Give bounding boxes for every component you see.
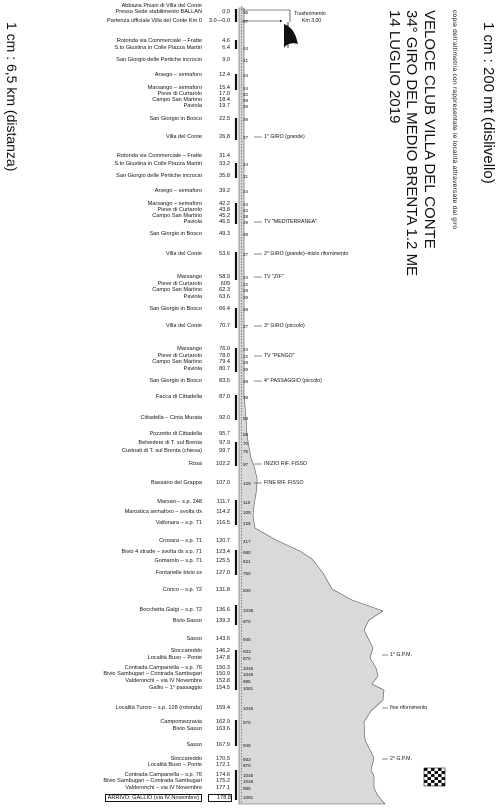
distance-scale: 1 cm : 6,5 km (distanza): [4, 22, 20, 172]
stage-altitude: 621: [243, 558, 251, 564]
stage-altitude: 27: [243, 251, 249, 257]
stage-place: Sasso: [186, 636, 202, 642]
stage-altitude: 417: [243, 538, 251, 544]
stage-km: 95.7: [219, 431, 230, 437]
stage-altitude: 97: [243, 461, 249, 467]
stage-km: 19.7: [219, 103, 230, 109]
stage-place: Rotonda via Commerciale – Fratte: [116, 153, 202, 159]
route-annotation: 2° GIRO (grande)–inizio rifornimento: [264, 251, 349, 257]
stage-place: Villa del Conte: [166, 323, 202, 329]
stage-km: 4.6: [222, 38, 230, 44]
stage-altitude: 24: [243, 161, 249, 167]
stage-km: 150.3: [216, 665, 230, 671]
stage-place: Paviola: [183, 294, 202, 300]
route-annotation: FINE RIF. FISSO: [264, 480, 304, 486]
stage-place: Crosara – s.p. 71: [159, 538, 202, 544]
stage-place: San Giorgio in Bosco: [149, 116, 202, 122]
stage-altitude: 24: [243, 85, 249, 91]
stage-place: San Giorgio in Bosco: [149, 378, 202, 384]
stage-place: Marsango: [177, 274, 202, 280]
stage-place: Stoccareddo: [170, 648, 202, 654]
stage-km: 33.2: [219, 161, 230, 167]
stage-place: Campomezzavia: [160, 719, 202, 725]
stage-altitude: 29: [243, 231, 249, 237]
stage-place: Villa del Conte: [166, 134, 202, 140]
stage-altitude: 933: [243, 756, 251, 762]
stage-altitude: 1045: [243, 671, 254, 677]
stage-place: Cusinati di T. sul Brenta (chiesa): [121, 448, 202, 454]
stage-altitude: 29: [243, 366, 249, 372]
stage-km: 6.4: [222, 45, 230, 51]
stage-km: 9.0: [222, 57, 230, 63]
stage-altitude: 28: [243, 287, 249, 293]
stage-altitude: 29: [243, 294, 249, 300]
stage-place: Rotonda via Commerciale – Fratte: [116, 38, 202, 44]
stage-place: Pieve di Curtarolo: [157, 207, 202, 213]
stage-km: 111.7: [216, 499, 230, 505]
stage-km: 79.4: [219, 359, 230, 365]
stage-place: Marsango: [177, 346, 202, 352]
route-annotation: INIZIO RIF. FISSO: [264, 461, 307, 467]
stage-altitude: 22: [243, 207, 249, 213]
stage-altitude: 58: [243, 431, 249, 437]
stage-altitude: 70: [243, 440, 249, 446]
stage-km: 175.2: [216, 778, 230, 784]
stage-km: 35.8: [219, 173, 230, 179]
stage-place: Pieve di Curtarolo: [157, 91, 202, 97]
stage-altitude: 1045: [243, 705, 254, 711]
stage-place: Bivio Sambugari – Contrada Sambugari: [103, 778, 202, 784]
stage-km: 42.2: [219, 201, 230, 207]
stage-km: 107.0: [216, 480, 230, 486]
stage-km: 46.5: [219, 219, 230, 225]
stage-place: San Giorgio in Bosco: [149, 231, 202, 237]
stage-altitude: 29: [243, 116, 249, 122]
stage-altitude: 1045: [243, 665, 254, 671]
stage-km: 70.7: [219, 323, 230, 329]
stage-place: Campo San Martino: [152, 97, 202, 103]
stage-km: 31.4: [219, 153, 230, 159]
stage-place: Pieve di Curtarolo: [157, 281, 202, 287]
stage-altitude: 125: [243, 520, 251, 526]
stage-altitude: 105: [243, 509, 251, 515]
stage-altitude: 29: [243, 219, 249, 225]
stage-km: 170.5: [216, 756, 230, 762]
stage-place: Cittadella – Cinta Murata: [140, 415, 202, 421]
stage-place: Bivio Sambugari – Contrada Sambugari: [103, 671, 202, 677]
stage-place: Bivio Sasso: [172, 726, 202, 732]
stage-altitude: 870: [243, 762, 251, 768]
stage-place: Contrada Campanella – s.p. 76: [124, 665, 202, 671]
stage-place: Marostica semaforo – svolta dx: [124, 509, 202, 515]
stage-place: Fontanelle bivio sx: [155, 570, 202, 576]
stage-km: 136.6: [216, 607, 230, 613]
stage-km: 147.8: [216, 655, 230, 661]
route-annotation: 1° G.P.M.: [390, 652, 412, 658]
stage-place: Pieve di Curtarolo: [157, 353, 202, 359]
stage-altitude: 29: [243, 306, 249, 312]
stage-km: 159.4: [216, 705, 230, 711]
stage-place: Località Buso – Ponte: [147, 762, 202, 768]
stage-km: 127.0: [216, 570, 230, 576]
stage-altitude: 27: [243, 134, 249, 140]
stage-km: 15.4: [219, 85, 230, 91]
stage-place: Marsango – semaforo: [147, 201, 202, 207]
stage-altitude: 24: [243, 346, 249, 352]
stage-altitude: 28: [243, 359, 249, 365]
stage-place: Pozzetto di Cittadella: [149, 431, 202, 437]
stage-place: Contrada Campanella – s.p. 76: [124, 772, 202, 778]
start-flag: [284, 22, 298, 48]
stage-altitude: 21: [243, 173, 249, 179]
stage-altitude: 24: [243, 72, 249, 78]
stage-altitude: 58: [243, 415, 249, 421]
stage-km: 125.5: [216, 558, 230, 564]
stage-altitude: 24: [243, 274, 249, 280]
stage-km: 178.8: [208, 794, 232, 802]
stage-km: 114.2: [216, 509, 230, 515]
stage-km: 120.7: [216, 538, 230, 544]
stage-altitude: 945: [243, 636, 251, 642]
stage-place: Arsego – semaforo: [154, 188, 202, 194]
finish-flag: [424, 768, 445, 786]
stage-altitude: 27: [243, 18, 249, 24]
stage-altitude: 830: [243, 587, 251, 593]
race-title: 34° GIRO DEL MEDIO BRENTA 1.2 ME: [403, 10, 420, 277]
stage-altitude: 24: [243, 45, 249, 51]
copy-note: copia dell'altimetria con rappresentate le località attraversate dal giro: [451, 10, 458, 230]
route-annotation: fine rifornimento: [390, 705, 428, 711]
stage-km: 177.1: [216, 785, 230, 791]
stage-km: 163.6: [216, 726, 230, 732]
stage-altitude: 933: [243, 648, 251, 654]
stage-place: Paviola: [183, 103, 202, 109]
stage-place: Marsango – semaforo: [147, 85, 202, 91]
stage-altitude: 39: [243, 394, 249, 400]
stage-km: 116.5: [216, 520, 230, 526]
stage-place: Sasso: [186, 742, 202, 748]
stage-km: 43.8: [219, 207, 230, 213]
stage-km: 152.8: [216, 678, 230, 684]
stage-place: Marsan – s.p. 248: [157, 499, 202, 505]
stage-km: 45.2: [219, 213, 230, 219]
route-annotation: 2° G.P.M.: [390, 756, 412, 762]
stage-altitude: 24: [243, 188, 249, 194]
stage-place: Gomarolo – s.p. 71: [154, 558, 202, 564]
stage-place: San Giorgio delle Pertiche incrocio: [116, 57, 202, 63]
stage-km: 58.9: [219, 274, 230, 280]
club-name: VELOCE CLUB VILLA DEL CONTE: [421, 10, 438, 249]
stage-place: Stoccareddo: [170, 756, 202, 762]
stage-km: 123.4: [216, 549, 230, 555]
stage-altitude: 1081: [243, 685, 254, 691]
stage-km: 150.9: [216, 671, 230, 677]
stage-km: 154.5: [216, 685, 230, 691]
stage-altitude: 110: [243, 499, 251, 505]
stage-place: Rosà: [188, 461, 202, 467]
stage-km: 17.0: [219, 91, 230, 97]
stage-place: Vallonara – s.p. 71: [155, 520, 202, 526]
stage-km: 172.1: [216, 762, 230, 768]
stage-altitude: 24: [243, 201, 249, 207]
stage-km: 139.3: [216, 618, 230, 624]
route-annotation: TV "MEDITERRANEA": [264, 219, 317, 225]
transfer-distance: Km 3,00: [302, 18, 322, 24]
stage-km: 162.9: [216, 719, 230, 725]
stage-altitude: 22: [243, 281, 249, 287]
stage-place: Valderonchi – via IV Novembre: [125, 785, 202, 791]
stage-altitude: 129: [243, 480, 251, 486]
stage-km: 99.7: [219, 448, 230, 454]
stage-altitude: 1045: [243, 778, 254, 784]
stage-km: 22.5: [219, 116, 230, 122]
stage-place: San Giorgio in Bosco: [149, 306, 202, 312]
stage-altitude: 28: [243, 97, 249, 103]
stage-km: 76.0: [219, 346, 230, 352]
stage-place: Campo San Martino: [152, 287, 202, 293]
stage-place: Villa del Conte: [166, 251, 202, 257]
stage-place: Campo San Martino: [152, 359, 202, 365]
stage-km: 80.7: [219, 366, 230, 372]
stage-place: Gallio – 1° passaggio: [149, 685, 202, 691]
stage-place: Conco – s.p. 72: [162, 587, 202, 593]
route-annotation: 4° PASSAGGIO (piccolo): [264, 378, 322, 384]
stage-place: Paviola: [183, 366, 202, 372]
stage-altitude: 870: [243, 655, 251, 661]
stage-altitude: 27: [243, 323, 249, 329]
stage-place: Abbazia Pisani di Villa del Conte: [121, 3, 202, 9]
stage-km: 92.0: [219, 415, 230, 421]
stage-altitude: 1081: [243, 794, 254, 800]
stage-altitude: 75: [243, 448, 249, 454]
stage-km: 102.2: [216, 461, 230, 467]
stage-km: 131.8: [216, 587, 230, 593]
stage-km: 174.6: [216, 772, 230, 778]
stage-place: Facca di Cittadella: [155, 394, 202, 400]
stage-place: ARRIVO: GALLIO (via IV Novembre): [105, 794, 202, 802]
stage-km: 53.6: [219, 251, 230, 257]
transfer-label: Trasferimento: [294, 11, 326, 17]
route-annotation: TV "ZIF": [264, 274, 284, 280]
stage-km: 26.8: [219, 134, 230, 140]
stage-place: S.to Giustina in Colle Piazza Martiri: [114, 45, 202, 51]
stage-altitude: 36: [243, 9, 249, 15]
stage-km: 66.4: [219, 306, 230, 312]
stage-altitude: 580: [243, 549, 251, 555]
stage-km: 12.4: [219, 72, 230, 78]
stage-place: Paviola: [183, 219, 202, 225]
stage-km: 0.0: [222, 9, 230, 15]
stage-km: 97.9: [219, 440, 230, 446]
stage-place: San Giorgio delle Pertiche incrocio: [116, 173, 202, 179]
stage-km: 167.9: [216, 742, 230, 748]
stage-km: 18.4: [219, 97, 230, 103]
stage-km: 62.3: [219, 287, 230, 293]
stage-place: Belvedere di T. sul Brenta: [138, 440, 202, 446]
stage-km: 146.2: [216, 648, 230, 654]
stage-km: 39.2: [219, 188, 230, 194]
stage-km: 63.6: [219, 294, 230, 300]
stage-altitude: 750: [243, 570, 251, 576]
route-annotation: 3° GIRO (piccolo): [264, 323, 305, 329]
stage-place: Partenza ufficiale Villa del Conte Km 0: [107, 18, 202, 24]
stage-place: Bassano del Grappa: [151, 480, 202, 486]
stage-km: 87.0: [219, 394, 230, 400]
stage-altitude: 945: [243, 742, 251, 748]
stage-altitude: 22: [243, 353, 249, 359]
route-annotation: TV "PENGO": [264, 353, 295, 359]
stage-altitude: 1036: [243, 607, 254, 613]
stage-place: Località Turcio – s.p. 128 (rotonda): [115, 705, 202, 711]
stage-place: Bivio 4 strade – svolta dx s.p. 71: [121, 549, 202, 555]
stage-altitude: 970: [243, 618, 251, 624]
stage-place: Bivio Sasso: [172, 618, 202, 624]
stage-altitude: 22: [243, 91, 249, 97]
stage-km: 78.0: [219, 353, 230, 359]
route-annotation: 1° GIRO (grande): [264, 134, 305, 140]
stage-place: S.to Giustina in Colle Piazza Martiri: [114, 161, 202, 167]
stage-altitude: 1045: [243, 772, 254, 778]
stage-place: Presso Sede stabilimento BALLAN: [115, 9, 202, 15]
altitude-scale: 1 cm : 200 mt (dislivello): [480, 22, 497, 184]
stage-altitude: 970: [243, 719, 251, 725]
stage-altitude: 29: [243, 378, 249, 384]
elevation-area: [239, 8, 385, 804]
stage-km: 609: [220, 281, 230, 287]
race-date: 14 LUGLIO 2019: [386, 10, 403, 124]
stage-place: Arsego – semaforo: [154, 72, 202, 78]
stage-km: 49.3: [219, 231, 230, 237]
stage-place: Bocchetta Galgi – s.p. 72: [139, 607, 202, 613]
stage-place: Località Buso – Ponte: [147, 655, 202, 661]
stage-place: Campo San Martino: [152, 213, 202, 219]
stage-km: 83.5: [219, 378, 230, 384]
stage-altitude: 29: [243, 103, 249, 109]
stage-altitude: 985: [243, 678, 251, 684]
stage-km: 3.0—0.0: [208, 18, 230, 24]
stage-altitude: 985: [243, 785, 251, 791]
stage-altitude: 28: [243, 213, 249, 219]
stage-km: 143.6: [216, 636, 230, 642]
stage-place: Valderonchi – via IV Novembre: [125, 678, 202, 684]
stage-altitude: 21: [243, 57, 249, 63]
